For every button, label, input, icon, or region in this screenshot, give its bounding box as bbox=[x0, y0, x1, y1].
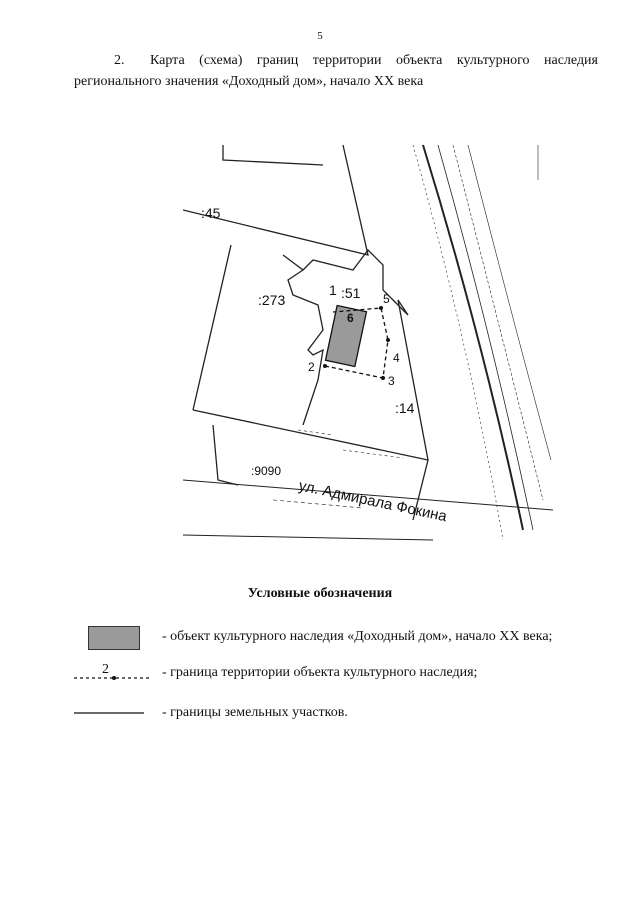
object-swatch bbox=[88, 626, 140, 650]
solid-line-symbol bbox=[74, 700, 149, 730]
legend-symbol-label: 2 bbox=[102, 662, 109, 677]
object-swatch-symbol bbox=[74, 624, 149, 654]
boundary-point bbox=[386, 338, 390, 342]
heading-line-1: Карта (схема) границ территории объекта культурного наследия bbox=[150, 53, 598, 68]
parcel-45-boundary bbox=[183, 145, 368, 255]
point-label: 2 bbox=[308, 360, 315, 374]
parcel-label: :51 bbox=[341, 285, 361, 301]
boundary-point bbox=[323, 364, 327, 368]
point-label: 5 bbox=[383, 292, 390, 306]
heritage-object-fill bbox=[326, 305, 367, 366]
section-number: 2. bbox=[114, 53, 125, 68]
building-outline bbox=[303, 250, 408, 315]
point-label: 6 bbox=[347, 311, 354, 325]
parcel-273-right bbox=[283, 255, 323, 425]
parcel-label: 1 bbox=[329, 282, 337, 298]
dashed-boundary-symbol bbox=[74, 660, 149, 690]
legend-item-territory-boundary bbox=[74, 660, 614, 690]
street-name: ул. Адмирала Фокина bbox=[297, 477, 449, 526]
boundary-point bbox=[381, 376, 385, 380]
parcel-label: :9090 bbox=[251, 464, 282, 478]
legend-item-object bbox=[74, 624, 614, 654]
parcel-273-boundary bbox=[193, 245, 231, 410]
road-edge-lower bbox=[183, 535, 433, 540]
legend-item-text: - границы земельных участков. bbox=[162, 705, 348, 720]
page-number: 5 bbox=[317, 30, 323, 42]
legend-item-parcel-boundary bbox=[74, 700, 614, 730]
point-label: 4 bbox=[393, 351, 400, 365]
right-curve-1 bbox=[423, 145, 523, 530]
parcel-9090-top bbox=[193, 410, 428, 460]
boundary-point bbox=[379, 306, 383, 310]
parcel-9090-left bbox=[213, 425, 238, 485]
parcel-label: :14 bbox=[395, 400, 415, 416]
legend-title: Условные обозначения bbox=[247, 586, 393, 601]
right-curve-3 bbox=[453, 145, 543, 500]
heading-line-2: регионального значения «Доходный дом», начало XX века bbox=[74, 74, 424, 89]
parcel-45-top bbox=[223, 145, 323, 165]
right-curve-2 bbox=[438, 145, 533, 530]
point-label: 3 bbox=[388, 374, 395, 388]
parcel-label: :45 bbox=[201, 205, 221, 221]
section-heading bbox=[74, 50, 598, 92]
legend-item-text: - граница территории объекта культурного наследия; bbox=[162, 665, 478, 680]
cadastral-map bbox=[183, 140, 553, 545]
legend-item-text: - объект культурного наследия «Доходный дом», начало XX века; bbox=[162, 629, 553, 644]
parcel-label: :273 bbox=[258, 292, 286, 308]
right-curve-5 bbox=[413, 145, 503, 540]
